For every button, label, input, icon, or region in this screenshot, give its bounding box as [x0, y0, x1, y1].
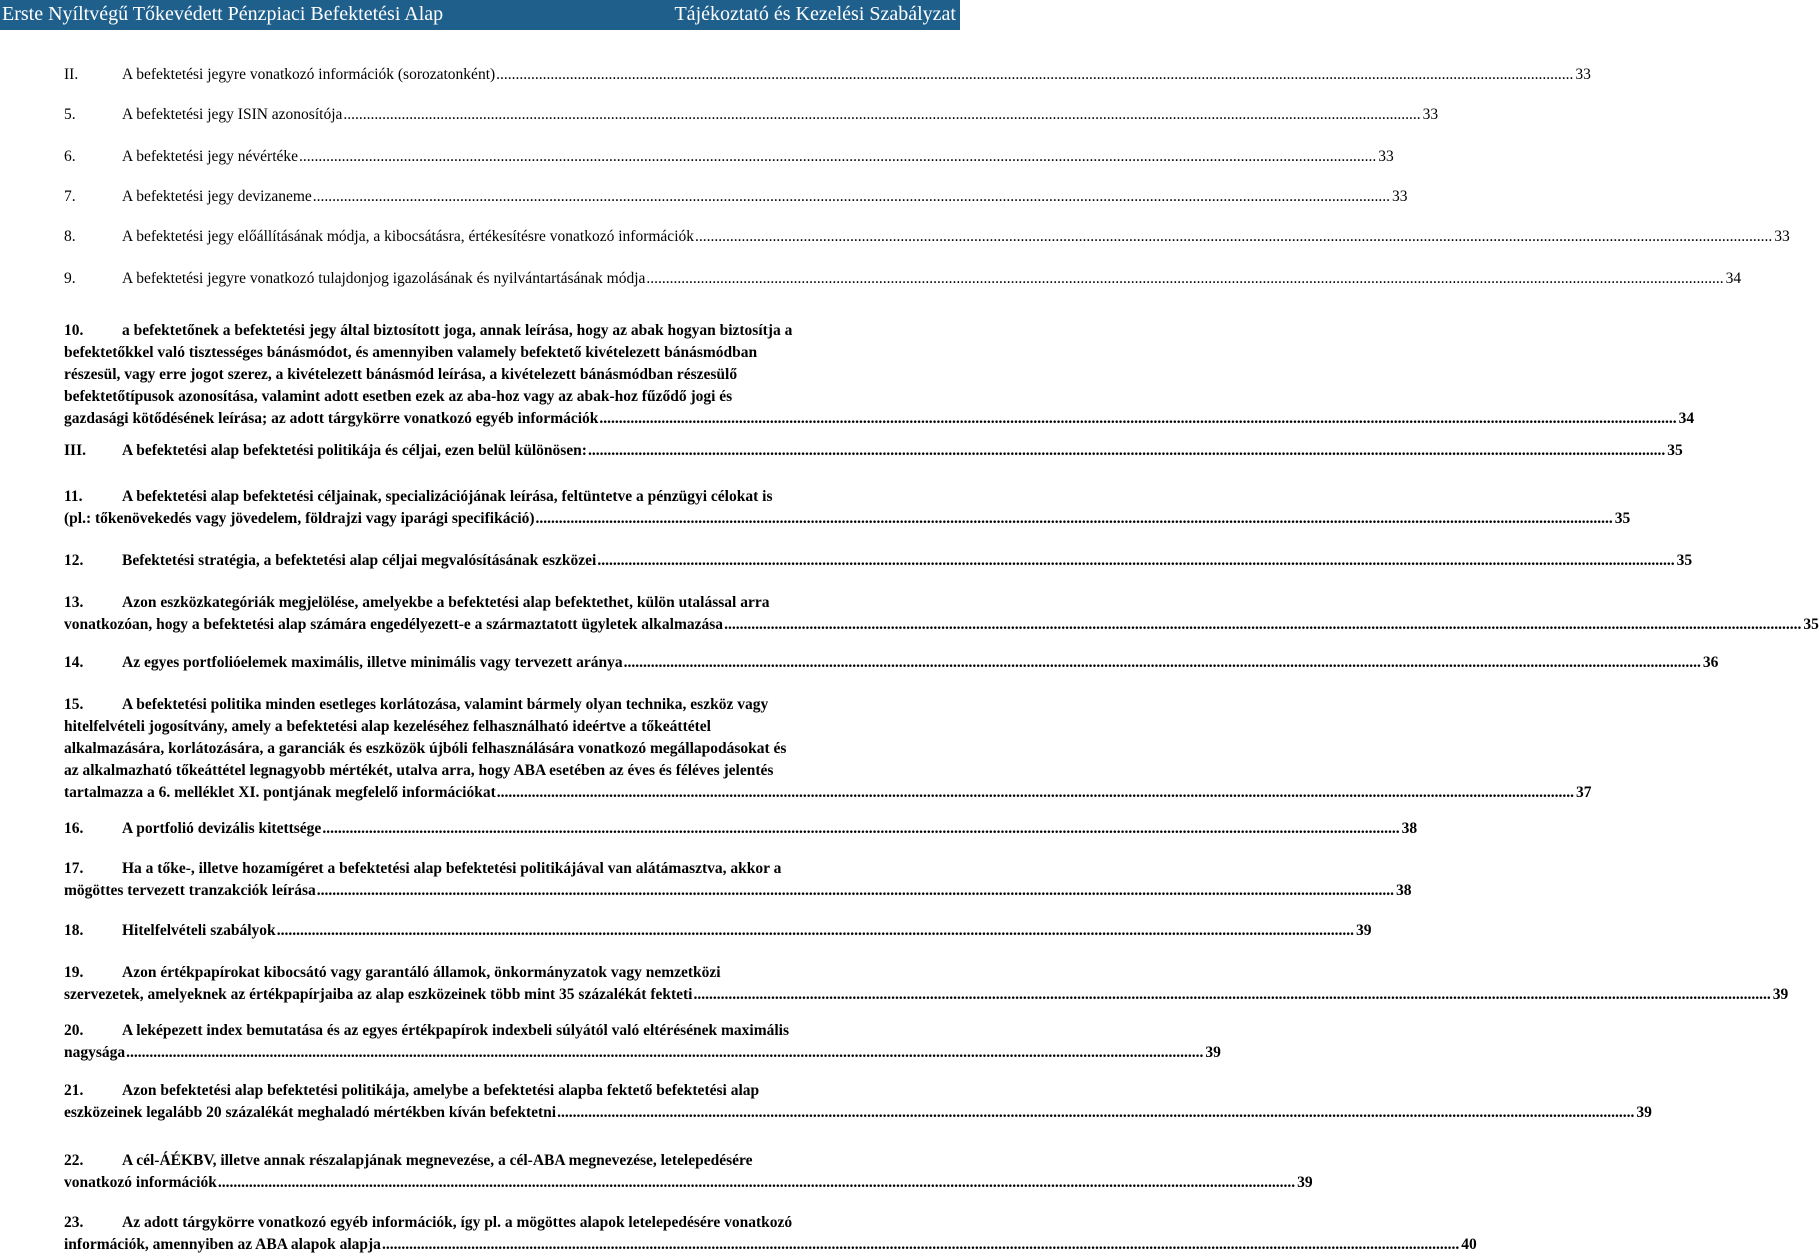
- toc-entry-number: 6.: [64, 148, 76, 165]
- toc-entry-number: 13.: [64, 594, 84, 611]
- toc-entry-title: A befektetési jegy névértéke: [122, 148, 299, 165]
- toc-entry-leader-line: [64, 614, 1819, 636]
- dot-leader: [597, 550, 1674, 572]
- toc-entry-page-number[interactable]: 40: [1461, 1236, 1477, 1253]
- toc-entry-number: 20.: [64, 1022, 84, 1039]
- toc-entry[interactable]: [64, 920, 1372, 942]
- toc-entry[interactable]: [64, 104, 1439, 126]
- toc-entry-text-line: [64, 386, 907, 408]
- toc-entry-leader-line: [64, 64, 1591, 86]
- toc-entry[interactable]: [64, 440, 1683, 462]
- toc-entry[interactable]: [64, 186, 1408, 208]
- toc-entry-number: 10.: [64, 322, 84, 339]
- toc-entry-number: 14.: [64, 654, 84, 671]
- toc-entry-leader-line: [64, 818, 1418, 840]
- toc-entry-number: 11.: [64, 488, 83, 505]
- toc-entry-page-number[interactable]: 35: [1614, 510, 1631, 527]
- toc-entry-text-line: [64, 592, 907, 614]
- toc-entry-text-line: [64, 1150, 907, 1172]
- toc-entry[interactable]: [64, 146, 1394, 168]
- toc-entry-leader-line: [64, 1042, 1221, 1064]
- toc-entry-title: hitelfelvételi jogosítvány, amely a befektetési alap kezeléséhez felhasználható ideértve a tőkeáttétel: [64, 718, 711, 735]
- toc-entry-leader-line: [64, 440, 1683, 462]
- toc-entry-leader-line: [64, 1172, 1313, 1194]
- dot-leader: [218, 1172, 1295, 1194]
- toc-entry-page-number[interactable]: 33: [1774, 228, 1790, 245]
- toc-entry-number: 7.: [64, 188, 76, 205]
- dot-leader: [646, 268, 1723, 290]
- toc-entry-page-number[interactable]: 39: [1205, 1044, 1221, 1061]
- header-fund-name: Erste Nyíltvégű Tőkevédett Pénzpiaci Befektetési Alap: [2, 3, 444, 25]
- toc-entry-title: A befektetési jegy ISIN azonosítója: [122, 106, 343, 123]
- toc-entry-page-number[interactable]: 34: [1725, 270, 1742, 287]
- toc-entry[interactable]: [64, 268, 1742, 290]
- toc-entry-title: információk, amennyiben az ABA alapok alapja: [64, 1236, 381, 1253]
- toc-entry-title: vonatkozó információk: [64, 1174, 217, 1191]
- dot-leader: [695, 226, 1772, 248]
- toc-entry[interactable]: [64, 226, 1790, 248]
- toc-entry-title: befektetőtípusok azonosítása, valamint adott esetben ezek az aba-hoz vagy az abak-hoz fűződő jogi és: [64, 388, 733, 405]
- toc-entry-leader-line: [64, 508, 1631, 530]
- toc-entry[interactable]: [64, 592, 1819, 636]
- toc-entry-title: A befektetési politika minden esetleges korlátozása, valamint bármely olyan technika, eszköz vagy: [122, 696, 769, 713]
- toc-entry-title: Ha a tőke-, illetve hozamígéret a befektetési alap befektetési politikájával van alátámasztva, akkor a: [122, 860, 782, 877]
- toc-entry-title: részesül, vagy erre jogot szerez, a kivételezett bánásmód leírása, a kivételezett bánásmódban részesülő: [64, 366, 738, 383]
- toc-entry-page-number[interactable]: 38: [1401, 820, 1418, 837]
- toc-entry-page-number[interactable]: 39: [1355, 922, 1372, 939]
- toc-entry-title: alkalmazására, korlátozására, a garanciák és eszközök újbóli felhasználására vonatkozó megállapodásokat és: [64, 740, 787, 757]
- toc-entry-number: 8.: [64, 228, 76, 245]
- dot-leader: [694, 984, 1771, 1006]
- dot-leader: [343, 104, 1420, 126]
- toc-entry[interactable]: [64, 818, 1418, 840]
- toc-entry-title: (pl.: tőkenövekedés vagy jövedelem, földrajzi vagy iparági specifikáció): [64, 510, 535, 527]
- toc-entry-title: vonatkozóan, hogy a befektetési alap számára engedélyezett-e a származtatott ügyletek alkalmazása: [64, 616, 724, 633]
- toc-entry-leader-line: [64, 226, 1790, 248]
- dot-leader: [599, 408, 1676, 430]
- dot-leader: [322, 818, 1399, 840]
- toc-entry-page-number[interactable]: 35: [1676, 552, 1693, 569]
- toc-entry-leader-line: [64, 268, 1742, 290]
- dot-leader: [497, 782, 1574, 804]
- toc-entry-leader-line: [64, 652, 1719, 674]
- toc-entry-number: 21.: [64, 1082, 84, 1099]
- toc-entry-leader-line: [64, 104, 1439, 126]
- toc-entry-title: A befektetési jegyre vonatkozó információk (sorozatonként): [122, 66, 496, 83]
- dot-leader: [557, 1102, 1634, 1124]
- toc-entry-title: Az egyes portfolióelemek maximális, illetve minimális vagy tervezett aránya: [122, 654, 623, 671]
- toc-entry-leader-line: [64, 186, 1408, 208]
- toc-entry-title: A befektetési alap befektetési céljainak, specializációjának leírása, feltüntetve a pénzügyi célokat is: [122, 488, 773, 505]
- toc-entry-title: Azon értékpapírokat kibocsátó vagy garantáló államok, önkormányzatok vagy nemzetközi: [122, 964, 721, 981]
- toc-entry-number: 5.: [64, 106, 76, 123]
- toc-entry-title: A befektetési jegy devizaneme: [122, 188, 312, 205]
- dot-leader: [536, 508, 1613, 530]
- toc-entry[interactable]: [64, 320, 1695, 430]
- toc-entry-title: nagysága: [64, 1044, 126, 1061]
- toc-entry-page-number[interactable]: 39: [1772, 986, 1789, 1003]
- dot-leader: [588, 440, 1665, 462]
- dot-leader: [126, 1042, 1203, 1064]
- toc-entry-leader-line: [64, 880, 1412, 902]
- header-document-title: Tájékoztató és Kezelési Szabályzat: [674, 3, 956, 25]
- toc-entry[interactable]: [64, 694, 1592, 804]
- toc-entry-text-line: [64, 1080, 907, 1102]
- toc-entry-title: A befektetési alap befektetési politikája és céljai, ezen belül különösen:: [122, 442, 587, 459]
- toc-entry-page-number[interactable]: 33: [1392, 188, 1408, 205]
- toc-entry-leader-line: [64, 1102, 1652, 1124]
- toc-entry-number: 12.: [64, 552, 84, 569]
- toc-entry-page-number[interactable]: 37: [1576, 784, 1592, 801]
- toc-entry-leader-line: [64, 408, 1695, 430]
- toc-entry-leader-line: [64, 782, 1592, 804]
- toc-entry-text-line: [64, 858, 907, 880]
- toc-entry-page-number[interactable]: 33: [1575, 66, 1591, 83]
- toc-entry-number: III.: [64, 442, 86, 459]
- toc-entry-number: 16.: [64, 820, 84, 837]
- toc-entry-page-number[interactable]: 39: [1297, 1174, 1313, 1191]
- toc-entry-text-line: [64, 320, 907, 342]
- toc-entry-title: tartalmazza a 6. melléklet XI. pontjának megfelelő információkat: [64, 784, 496, 801]
- toc-entry-number: 18.: [64, 922, 84, 939]
- toc-entry-number: 23.: [64, 1214, 84, 1231]
- dot-leader: [317, 880, 1394, 902]
- toc-entry-title: befektetőkkel való tisztességes bánásmódot, és amennyiben valamely befektető kivételezett bánásmódban: [64, 344, 758, 361]
- toc-entry-text-line: [64, 694, 907, 716]
- toc-entry-number: 15.: [64, 696, 84, 713]
- toc-entry-number: 9.: [64, 270, 76, 287]
- toc-entry-text-line: [64, 738, 907, 760]
- toc-entry[interactable]: [64, 1212, 1477, 1256]
- toc-entry-title: szervezetek, amelyeknek az értékpapírjaiba az alap eszközeinek több mint 35 százalékát fekteti: [64, 986, 693, 1003]
- toc-entry-text-line: [64, 1212, 907, 1234]
- dot-leader: [277, 920, 1354, 942]
- toc-entry-title: Azon befektetési alap befektetési politikája, amelybe a befektetési alapba fektető befektetési alap: [122, 1082, 760, 1099]
- toc-entry-text-line: [64, 486, 907, 508]
- toc-entry-title: gazdasági kötődésének leírása; az adott tárgykörre vonatkozó egyéb információk: [64, 410, 599, 427]
- toc-entry-leader-line: [64, 550, 1693, 572]
- toc-entry-page-number[interactable]: 35: [1803, 616, 1819, 633]
- dot-leader: [624, 652, 1701, 674]
- toc-entry[interactable]: [64, 550, 1693, 572]
- toc-entry-leader-line: [64, 984, 1789, 1006]
- toc-entry-page-number[interactable]: 34: [1678, 410, 1695, 427]
- toc-entry-number: 22.: [64, 1152, 84, 1169]
- dot-leader: [299, 146, 1376, 168]
- toc-entry[interactable]: [64, 652, 1719, 674]
- toc-entry[interactable]: [64, 858, 1412, 902]
- toc-entry-text-line: [64, 342, 907, 364]
- toc-entry-page-number[interactable]: 33: [1422, 106, 1439, 123]
- toc-entry[interactable]: [64, 1080, 1652, 1124]
- dot-leader: [496, 64, 1573, 86]
- toc-entry-title: A portfolió devizális kitettsége: [122, 820, 322, 837]
- toc-entry-title: Hitelfelvételi szabályok: [122, 922, 276, 939]
- toc-entry-title: A befektetési jegy előállításának módja, a kibocsátásra, értékesítésre vonatkozó információk: [122, 228, 694, 245]
- toc-entry-page-number[interactable]: 35: [1667, 442, 1683, 459]
- dot-leader: [313, 186, 1390, 208]
- toc-entry-title: eszközeinek legalább 20 százalékát meghaladó mértékben kíván befektetni: [64, 1104, 557, 1121]
- toc-entry-title: mögöttes tervezett tranzakciók leírása: [64, 882, 316, 899]
- toc-entry-leader-line: [64, 146, 1394, 168]
- toc-entry-title: Azon eszközkategóriák megjelölése, amelyekbe a befektetési alap befektethet, külön utalással arra: [122, 594, 770, 611]
- toc-entry-title: Az adott tárgykörre vonatkozó egyéb információk, így pl. a mögöttes alapok letelepedésére vonatkozó: [122, 1214, 793, 1231]
- toc-entry-leader-line: [64, 1234, 1477, 1256]
- toc-entry-title: Befektetési stratégia, a befektetési alap céljai megvalósításának eszközei: [122, 552, 597, 569]
- toc-entry[interactable]: [64, 962, 1789, 1006]
- toc-entry-page-number[interactable]: 36: [1702, 654, 1719, 671]
- dot-leader: [382, 1234, 1459, 1256]
- toc-entry[interactable]: [64, 1020, 1221, 1064]
- toc-entry-text-line: [64, 364, 907, 386]
- toc-entry[interactable]: [64, 1150, 1313, 1194]
- toc-entry-text-line: [64, 716, 907, 738]
- toc-entry-leader-line: [64, 920, 1372, 942]
- toc-entry-text-line: [64, 962, 907, 984]
- toc-entry-number: II.: [64, 66, 79, 83]
- toc-entry-title: A cél-ÁÉKBV, illetve annak részalapjának megnevezése, a cél-ABA megnevezése, letelepedésére: [122, 1152, 753, 1169]
- toc-entry[interactable]: [64, 64, 1591, 86]
- toc-entry-number: 17.: [64, 860, 84, 877]
- toc-entry-page-number[interactable]: 33: [1378, 148, 1394, 165]
- dot-leader: [724, 614, 1801, 636]
- toc-entry-title: a befektetőnek a befektetési jegy által biztosított joga, annak leírása, hogy az abak hogyan biztosítja a: [122, 322, 793, 339]
- toc-entry-page-number[interactable]: 39: [1636, 1104, 1652, 1121]
- toc-entry-text-line: [64, 1020, 907, 1042]
- toc-entry-page-number[interactable]: 38: [1396, 882, 1412, 899]
- toc-entry[interactable]: [64, 486, 1631, 530]
- toc-entry-title: A leképezett index bemutatása és az egyes értékpapírok indexbeli súlyától való eltérésének maximális: [122, 1022, 790, 1039]
- toc-entry-title: A befektetési jegyre vonatkozó tulajdonjog igazolásának és nyilvántartásának módja: [122, 270, 646, 287]
- toc-entry-text-line: [64, 760, 907, 782]
- toc-entry-title: az alkalmazható tőkeáttétel legnagyobb mértékét, utalva arra, hogy ABA esetében az éves és féléves jelentés: [64, 762, 774, 779]
- toc-entry-number: 19.: [64, 964, 84, 981]
